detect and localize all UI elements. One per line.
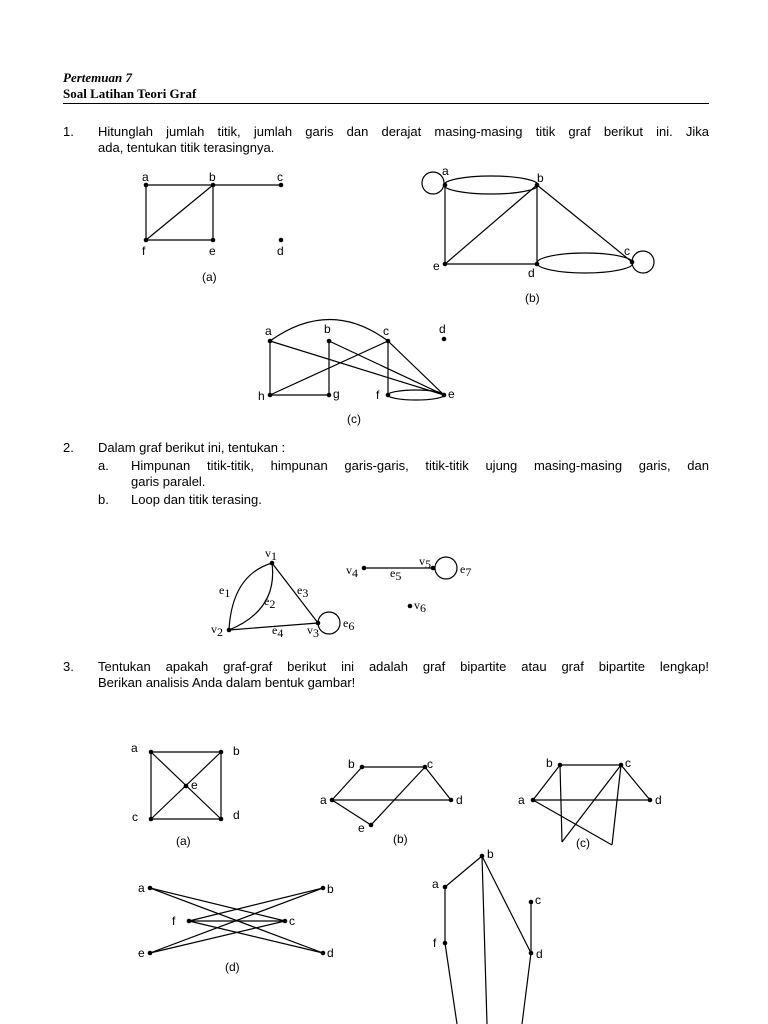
q3a-caption: (a): [176, 834, 191, 848]
question-2a-marker: a.: [98, 458, 109, 473]
question-2b-line: Loop dan titik terasing.: [131, 492, 262, 507]
q1a-caption: (a): [202, 270, 217, 284]
question-2a-line-1: Himpunan titik-titik, himpunan garis-garis, titik-titik ujung masing-masing garis, dan: [131, 458, 709, 473]
q3e-vertex-b: [480, 854, 485, 859]
q3b-edge-b-a: [332, 767, 362, 800]
q3c-edge-c-down: [562, 765, 621, 842]
q1b-vertex-e: [443, 262, 448, 267]
q3e-label-a: a: [432, 877, 439, 891]
q2-label-e1: e1: [219, 583, 231, 600]
q1b-parallel-edges-a-b: [444, 176, 538, 194]
q2-vertex-v4: [362, 566, 367, 571]
q3b-vertex-a: [330, 798, 335, 803]
q3-graph-c: [518, 756, 662, 850]
q2-label-v5: v5: [419, 554, 431, 571]
q3d-label-f: f: [172, 914, 176, 928]
q3e-edge-f-down: [445, 943, 457, 1024]
q1c-edge-b-e: [329, 341, 444, 395]
q1c-label-f: f: [376, 388, 380, 402]
q3c-edge-b-a: [533, 765, 560, 800]
q2-label-v6: v6: [414, 598, 426, 615]
q3e-label-b: b: [487, 847, 494, 861]
q3b-label-d: d: [456, 793, 463, 807]
q3b-edge-a-e: [332, 800, 371, 825]
q1c-label-d: d: [439, 322, 446, 336]
q1c-edge-a-e: [270, 341, 444, 395]
q1b-edge-b-c: [537, 185, 632, 262]
question-1-line-1: Hitunglah jumlah titik, jumlah garis dan derajat masing-masing titik graf berikut ini. Jika: [98, 124, 709, 139]
q1c-vertex-g: [327, 393, 332, 398]
q3b-label-e: e: [358, 821, 365, 835]
q1-graph-c: [258, 320, 455, 427]
question-2-number: 2.: [63, 440, 74, 455]
q1c-vertex-d: [442, 337, 447, 342]
q3e-label-f: f: [433, 936, 437, 950]
q3-graph-a: [131, 741, 240, 848]
q2-label-v1: v1: [265, 546, 277, 563]
q1a-label-d: d: [277, 244, 284, 258]
question-3-line-1: Tentukan apakah graf-graf berikut ini adalah graf bipartite atau graf bipartite lengkap!: [98, 659, 709, 674]
q3c-edge-b-down: [560, 765, 562, 842]
q2-vertex-v3: [316, 621, 321, 626]
q3a-vertex-e: [184, 784, 189, 789]
q3a-label-e: e: [191, 778, 198, 792]
q1c-vertex-a: [268, 339, 273, 344]
q3d-label-b: b: [327, 882, 334, 896]
q3e-vertex-d: [529, 951, 534, 956]
meeting-label: Pertemuan 7: [63, 70, 132, 85]
q3d-caption: (d): [225, 960, 240, 974]
q3e-edge-d-down: [522, 953, 531, 1024]
q3b-caption: (b): [393, 832, 408, 846]
q3b-label-a: a: [320, 793, 327, 807]
q3d-label-d: d: [327, 946, 334, 960]
q3e-vertex-f: [443, 941, 448, 946]
q3a-vertex-d: [219, 817, 224, 822]
question-2a-line-2: garis paralel.: [131, 474, 206, 489]
q3b-vertex-d: [449, 798, 454, 803]
q1c-parallel-edges-f-e: [388, 390, 444, 400]
q3b-vertex-e: [369, 823, 374, 828]
question-1-number: 1.: [63, 124, 74, 139]
q1b-parallel-edges-d-c: [537, 253, 633, 273]
q3c-caption: (c): [576, 836, 590, 850]
q1b-label-d: d: [528, 266, 535, 280]
q3d-vertex-b: [321, 886, 326, 891]
q1c-vertex-b: [327, 339, 332, 344]
q1b-vertex-d: [535, 262, 540, 267]
q1c-vertex-f: [386, 393, 391, 398]
q1c-vertex-h: [268, 393, 273, 398]
q1b-loop-a: [422, 172, 444, 194]
q1c-label-c: c: [383, 324, 389, 338]
q1a-label-b: b: [209, 170, 216, 184]
q3b-label-c: c: [427, 757, 433, 771]
q3d-edge-f-b: [189, 888, 323, 921]
q2-label-v2: v2: [211, 622, 223, 639]
question-2-intro: Dalam graf berikut ini, tentukan :: [98, 440, 286, 455]
q1b-label-e: e: [433, 259, 440, 273]
q1c-vertex-e: [442, 393, 447, 398]
q3e-vertex-a: [443, 885, 448, 890]
q3a-label-c: c: [132, 810, 138, 824]
q2-edge-e3: [272, 563, 318, 623]
q3e-edge-b-d: [482, 856, 531, 953]
q3d-edge-e-c: [150, 921, 285, 953]
q2-label-v3: v3: [307, 623, 319, 640]
q1b-label-c: c: [624, 244, 630, 258]
q3d-vertex-a: [148, 886, 153, 891]
q3e-label-d: d: [536, 947, 543, 961]
q3a-vertex-c: [149, 817, 154, 822]
q2-vertex-v6: [408, 604, 413, 609]
q3b-label-b: b: [348, 757, 355, 771]
q1a-label-c: c: [277, 170, 283, 184]
q3d-label-a: a: [138, 881, 145, 895]
q1b-label-b: b: [537, 171, 544, 185]
q3c-vertex-c: [619, 763, 624, 768]
q3a-label-b: b: [233, 744, 240, 758]
q1c-label-a: a: [265, 324, 272, 338]
q3c-vertex-b: [558, 763, 563, 768]
question-1-line-2: ada, tentukan titik terasingnya.: [98, 140, 275, 155]
q3-graph-e: [432, 847, 543, 1024]
q1b-loop-c: [632, 251, 654, 273]
q1b-caption: (b): [525, 291, 540, 305]
q2-label-e3: e3: [297, 583, 309, 600]
q3d-edge-a-c: [150, 888, 285, 921]
q3e-label-c: c: [535, 893, 541, 907]
q3d-edge-f-d: [189, 921, 323, 953]
q3c-label-b: b: [546, 756, 553, 770]
q3d-vertex-d: [321, 951, 326, 956]
q1c-label-h: h: [258, 389, 265, 403]
q1a-vertex-f: [144, 238, 149, 243]
q2-loop-e7: [435, 557, 457, 579]
q1a-label-a: a: [142, 170, 149, 184]
question-3-line-2: Berikan analisis Anda dalam bentuk gambar!: [98, 675, 356, 690]
q3c-label-c: c: [625, 756, 631, 770]
q3c-edge-c-d: [621, 765, 650, 800]
q3c-vertex-d: [648, 798, 653, 803]
q1c-label-b: b: [324, 322, 331, 336]
q3b-vertex-b: [360, 765, 365, 770]
q3c-edge-a-down: [533, 800, 612, 845]
q3a-vertex-b: [219, 750, 224, 755]
q2-label-v4: v4: [346, 563, 358, 580]
q1b-vertex-c: [630, 260, 635, 265]
q3c-label-d: d: [655, 793, 662, 807]
q2-label-e7: e7: [460, 562, 472, 579]
q1c-label-e: e: [448, 387, 455, 401]
q3-graph-d: [138, 881, 334, 974]
q3d-vertex-e: [148, 951, 153, 956]
q1a-edge-f-b: [146, 185, 213, 240]
q1a-vertex-d: [279, 238, 284, 243]
q3-graph-b: [320, 757, 463, 846]
q3e-edge-b-down: [482, 856, 487, 1024]
q1a-label-e: e: [209, 244, 216, 258]
q1c-label-g: g: [333, 387, 340, 401]
q3c-label-a: a: [518, 793, 525, 807]
question-3-number: 3.: [63, 659, 74, 674]
q3a-label-a: a: [131, 741, 138, 755]
q1b-edge-e-b: [445, 185, 537, 264]
q2-loop-e6: [318, 612, 340, 634]
q3c-vertex-a: [531, 798, 536, 803]
q3e-vertex-c: [529, 900, 534, 905]
q1-graph-b: [422, 164, 654, 305]
q3d-vertex-c: [283, 919, 288, 924]
document-title: Soal Latihan Teori Graf: [63, 86, 709, 104]
q3a-label-d: d: [233, 808, 240, 822]
q1a-label-f: f: [142, 244, 146, 258]
q3c-edge-c-down-2: [612, 765, 621, 845]
q2-graph: [211, 546, 471, 640]
q3d-label-c: c: [289, 914, 295, 928]
q2-label-e2: e2: [264, 594, 276, 611]
q1-graph-a: [142, 170, 284, 284]
q1c-vertex-c: [386, 339, 391, 344]
q2-label-e4: e4: [272, 623, 284, 640]
q3a-vertex-a: [149, 750, 154, 755]
q2-vertex-v5: [431, 566, 436, 571]
q1c-caption: (c): [347, 412, 361, 426]
q3b-edge-e-c: [371, 767, 425, 825]
q1a-vertex-e: [211, 238, 216, 243]
q3d-vertex-f: [187, 919, 192, 924]
q2-label-e6: e6: [343, 616, 355, 633]
q1b-vertex-a: [443, 183, 448, 188]
q2-label-e5: e5: [390, 566, 402, 583]
q1b-label-a: a: [442, 164, 449, 178]
q3b-edge-c-d: [425, 767, 451, 800]
q2-vertex-v2: [227, 628, 232, 633]
q3e-edge-a-b: [445, 856, 482, 887]
question-2b-marker: b.: [98, 492, 109, 507]
q3d-label-e: e: [138, 946, 145, 960]
